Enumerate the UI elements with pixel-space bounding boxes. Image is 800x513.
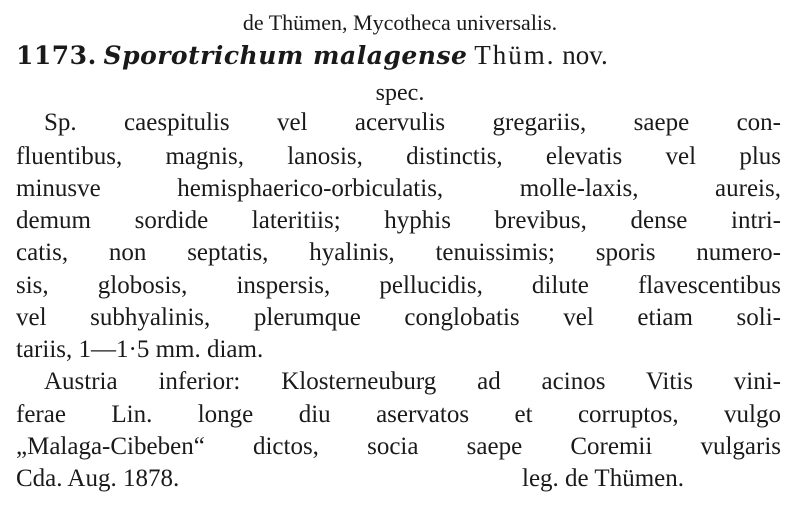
- description-line: catis, non septatis, hyalinis, tenuissimis; sporis numero-: [16, 239, 781, 266]
- species-status: nov.: [562, 40, 608, 70]
- series-header: de Thümen, Mycotheca universalis.: [242, 10, 558, 35]
- description-line: minusve hemisphaerico-orbiculatis, molle-laxis, aureis,: [16, 175, 781, 202]
- description-line: sis, globosis, inspersis, pellucidis, dilute flavescentibus: [16, 272, 781, 299]
- description-line: demum sordide lateritiis; hyphis brevibus, dense intri-: [16, 207, 781, 234]
- description-line: fluentibus, magnis, lanosis, distinctis, elevatis vel plus: [16, 143, 781, 170]
- exsiccata-number: 1173.: [16, 41, 97, 70]
- locality-line: ferae Lin. longe diu aservatos et corruptos, vulgo: [16, 401, 781, 428]
- description-line: vel subhyalinis, plerumque conglobatis vel etiam soli-: [16, 304, 781, 331]
- species-name: Sporotrichum malagense: [103, 41, 468, 70]
- collection-date: Cda. Aug. 1878.: [16, 465, 180, 492]
- description-line: Sp. caespitulis vel acervulis gregariis, saepe con-: [44, 109, 781, 136]
- species-author: Thüm.: [474, 40, 556, 70]
- locality-line: Austria inferior: Klosterneuburg ad acinos Vitis vini-: [44, 368, 781, 395]
- description-line: tariis, 1—1·5 mm. diam.: [16, 336, 264, 363]
- locality-line: „Malaga-Cibeben“ dictos, socia saepe Coremii vulgaris: [16, 433, 781, 460]
- collector: leg. de Thümen.: [522, 465, 684, 492]
- species-status-continued: spec.: [375, 80, 425, 106]
- species-title: [16, 40, 608, 71]
